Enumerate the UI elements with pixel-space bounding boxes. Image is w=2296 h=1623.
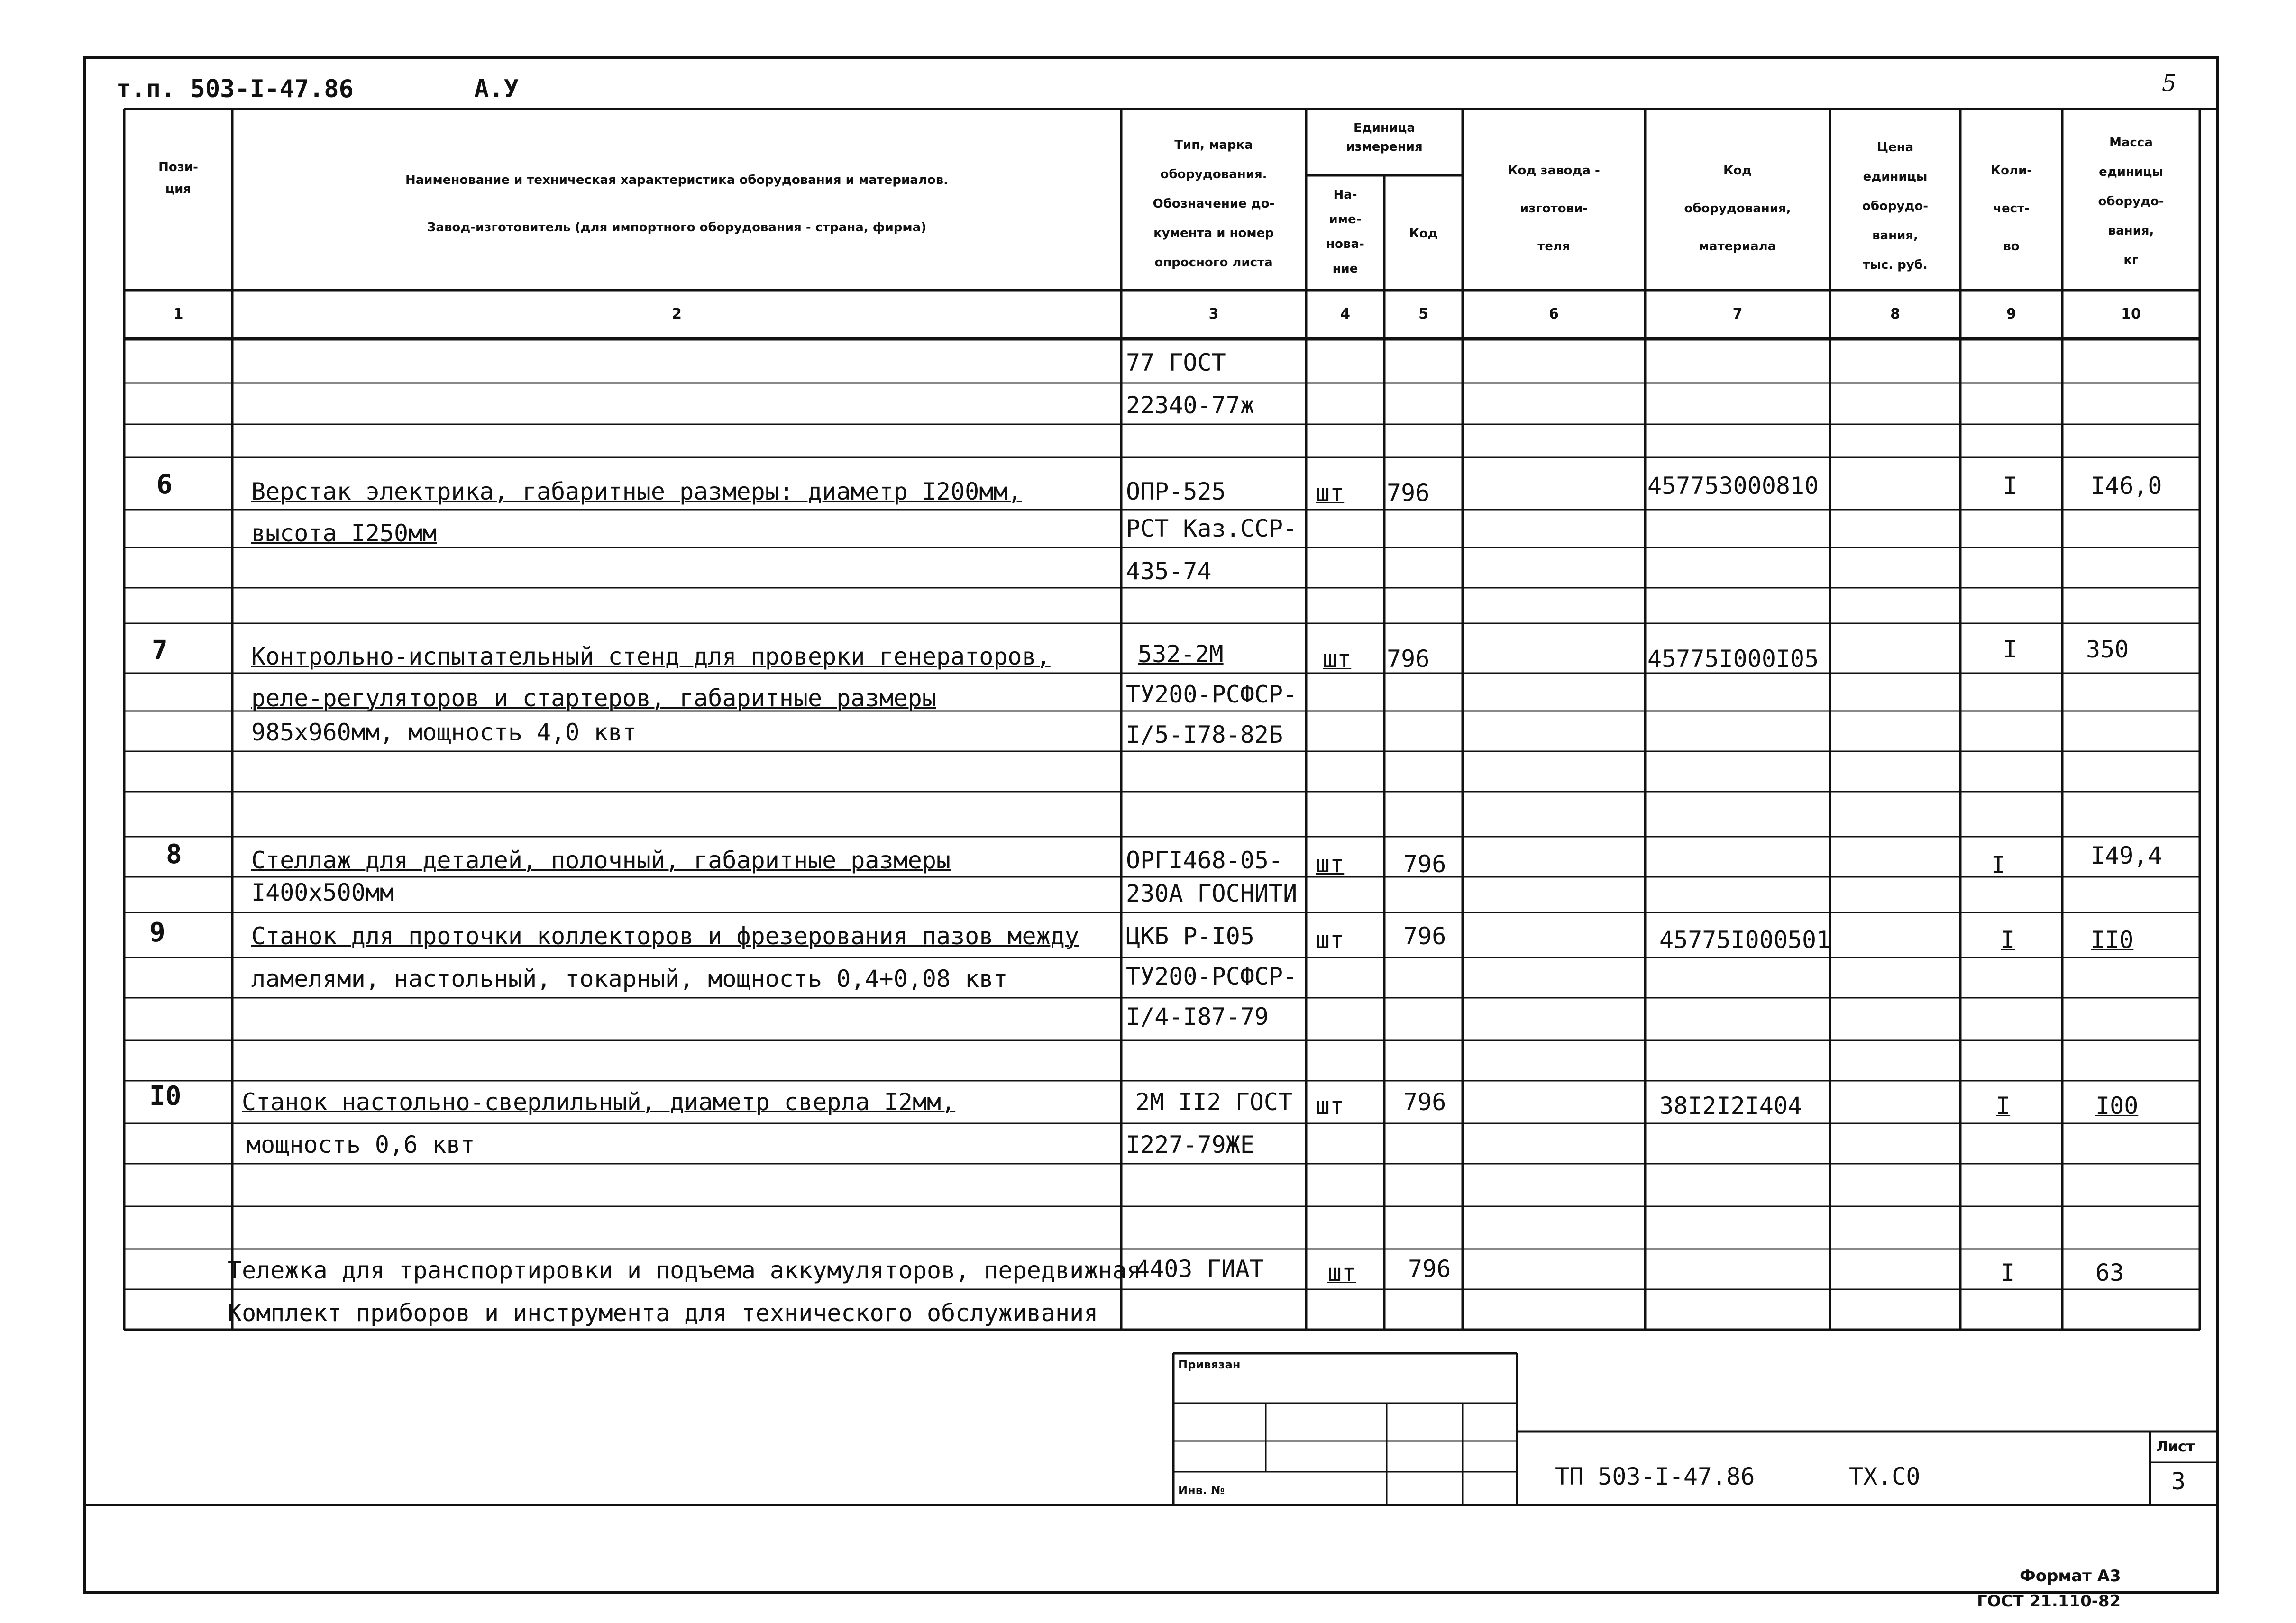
col-header-mass: Масса единицы оборудо- вания, кг (2098, 136, 2164, 267)
row-9-quantity: I (2001, 926, 2015, 954)
title-list-label: Лист (2156, 1439, 2195, 1455)
row-6-name-line-2: высота I250мм (251, 520, 437, 547)
col-number-1: 1 (173, 306, 183, 322)
col-number-9: 9 (2006, 306, 2016, 322)
row-7-unit-code: 796 (1387, 645, 1430, 673)
album-code: А.У (474, 75, 519, 103)
continuation-type-line-2: 22340-77ж (1126, 392, 1254, 419)
row-9-mass: II0 (2091, 926, 2134, 954)
row-7-name-line-2: реле-регуляторов и стартеров, габаритные размеры (251, 684, 936, 712)
row-11-unit-code: 796 (1408, 1255, 1451, 1283)
row-7-equipment-code: 45775I000I05 (1647, 645, 1819, 673)
row-8-name-line-2: I400х500мм (251, 879, 394, 906)
col-header-quantity: Коли- чест- во (1990, 164, 2032, 254)
continuation-type-line-1: 77 ГОСТ (1126, 349, 1226, 376)
row-7-name-line-3: 985х960мм, мощность 4,0 квт (251, 719, 637, 746)
row-7-type-line-2: ТУ200-РСФСР- (1126, 681, 1298, 708)
footer-format: Формат А3 (2020, 1567, 2121, 1586)
row-8-mass: I49,4 (2091, 842, 2162, 869)
col-number-4: 4 (1340, 306, 1350, 322)
col-header-unit-code: Код (1409, 227, 1438, 241)
col-header-name: Наименование и техническая характеристика оборудования и материалов. Завод-изготовитель (для импортного оборудования - страна, фирма) (405, 173, 949, 235)
row-9-type-line-3: I/4-I87-79 (1126, 1003, 1269, 1030)
row-6-type-line-1: ОПР-525 (1126, 478, 1226, 505)
row-10-equipment-code: 38I2I2I404 (1659, 1092, 1802, 1120)
col-header-factory-code: Код завода - изготови- теля (1508, 164, 1600, 254)
row-6-name-line-1: Верстак электрика, габаритные размеры: диаметр I200мм, (251, 478, 1022, 505)
row-6-quantity: I (2003, 472, 2018, 500)
row-7-type-line-1: 532-2М (1138, 640, 1224, 668)
col-number-5: 5 (1418, 306, 1428, 322)
title-list-number: 3 (2171, 1468, 2186, 1495)
row-7-name-line-1: Контрольно-испытательный стенд для проверки генераторов, (251, 643, 1051, 670)
row-10-unit-code: 796 (1403, 1088, 1446, 1116)
row-9-type-line-2: ТУ200-РСФСР- (1126, 963, 1298, 990)
row-8-unit-code: 796 (1403, 850, 1446, 878)
row-11-unit: шт (1327, 1259, 1356, 1286)
row-7-unit: шт (1323, 645, 1352, 673)
row-9-unit: шт (1316, 926, 1345, 954)
row-9-position: 9 (149, 917, 165, 948)
row-6-equipment-code: 457753000810 (1647, 472, 1819, 500)
row-11-quantity: I (2001, 1259, 2015, 1286)
row-10-unit: шт (1316, 1092, 1345, 1120)
footer-gost: ГОСТ 21.110-82 (1977, 1592, 2121, 1611)
col-header-unit-name: На- име- нова- ние (1326, 188, 1364, 276)
row-10-type-line-1: 2М II2 ГОСТ (1135, 1088, 1293, 1116)
row-10-mass: I00 (2095, 1092, 2139, 1120)
row-8-name-line-1: Стеллаж для деталей, полочный, габаритные размеры (251, 847, 951, 874)
project-code: т.п. 503-I-47.86 (116, 75, 354, 103)
col-number-10: 10 (2121, 306, 2141, 322)
col-number-3: 3 (1208, 306, 1219, 322)
row-6-position: 6 (156, 469, 173, 500)
row-9-name-line-1: Станок для проточки коллекторов и фрезерования пазов между (251, 922, 1079, 950)
row-7-type-line-3: I/5-I78-82Б (1126, 721, 1283, 748)
row-12-name: Комплект приборов и инструмента для технического обслуживания (228, 1299, 1098, 1327)
row-6-type-line-3: 435-74 (1126, 557, 1212, 585)
row-8-position: 8 (166, 839, 182, 870)
row-11-mass: 63 (2095, 1259, 2124, 1286)
stamp-privyazan: Привязан (1178, 1358, 1241, 1371)
row-6-unit-code: 796 (1387, 479, 1430, 507)
col-number-2: 2 (672, 306, 682, 322)
row-8-quantity: I (1991, 851, 2006, 879)
row-6-unit: шт (1316, 479, 1345, 507)
col-header-unit-group: Единица измерения (1346, 121, 1423, 154)
row-10-name-line-1: Станок настольно-сверлильный, диаметр сверла I2мм, (242, 1088, 956, 1116)
col-header-price: Цена единицы оборудо- вания, тыс. руб. (1862, 140, 1929, 272)
row-8-type-line-2: 230А ГОСНИТИ (1126, 880, 1298, 907)
row-9-name-line-2: ламелями, настольный, токарный, мощность 0,4+0,08 квт (251, 965, 1008, 993)
row-6-mass: I46,0 (2091, 472, 2162, 500)
row-9-equipment-code: 45775I000501 (1659, 926, 1831, 954)
row-7-quantity: I (2003, 636, 2018, 663)
col-header-equipment-code: Код оборудования, материала (1684, 164, 1791, 254)
row-7-mass: 350 (2086, 636, 2129, 663)
col-header-type: Тип, марка оборудования. Обозначение до- кумента и номер опросного листа (1153, 138, 1275, 270)
title-section: ТХ.С0 (1849, 1463, 1921, 1490)
col-number-7: 7 (1732, 306, 1743, 322)
sheet-corner-number: 5 (2162, 70, 2177, 97)
row-7-position: 7 (152, 635, 168, 666)
title-doc-code: ТП 503-I-47.86 (1555, 1463, 1755, 1490)
row-10-quantity: I (1996, 1092, 2011, 1120)
col-number-6: 6 (1549, 306, 1559, 322)
row-11-type: 4403 ГИАТ (1135, 1255, 1264, 1283)
row-10-name-line-2: мощность 0,6 квт (247, 1131, 475, 1158)
row-10-position: I0 (149, 1081, 182, 1112)
col-number-8: 8 (1890, 306, 1900, 322)
row-8-type-line-1: ОРГI468-05- (1126, 847, 1283, 874)
row-11-name: Тележка для транспортировки и подъема аккумуляторов, передвижная (228, 1257, 1141, 1284)
row-9-unit-code: 796 (1403, 922, 1446, 950)
row-6-type-line-2: РСТ Каз.ССР- (1126, 515, 1298, 542)
row-8-unit: шт (1316, 850, 1345, 878)
col-header-position: Пози- ция (158, 160, 198, 196)
row-10-type-line-2: I227-79ЖЕ (1126, 1131, 1254, 1158)
row-9-type-line-1: ЦКБ Р-I05 (1126, 922, 1254, 950)
stamp-inventory-number: Инв. № (1178, 1484, 1225, 1497)
